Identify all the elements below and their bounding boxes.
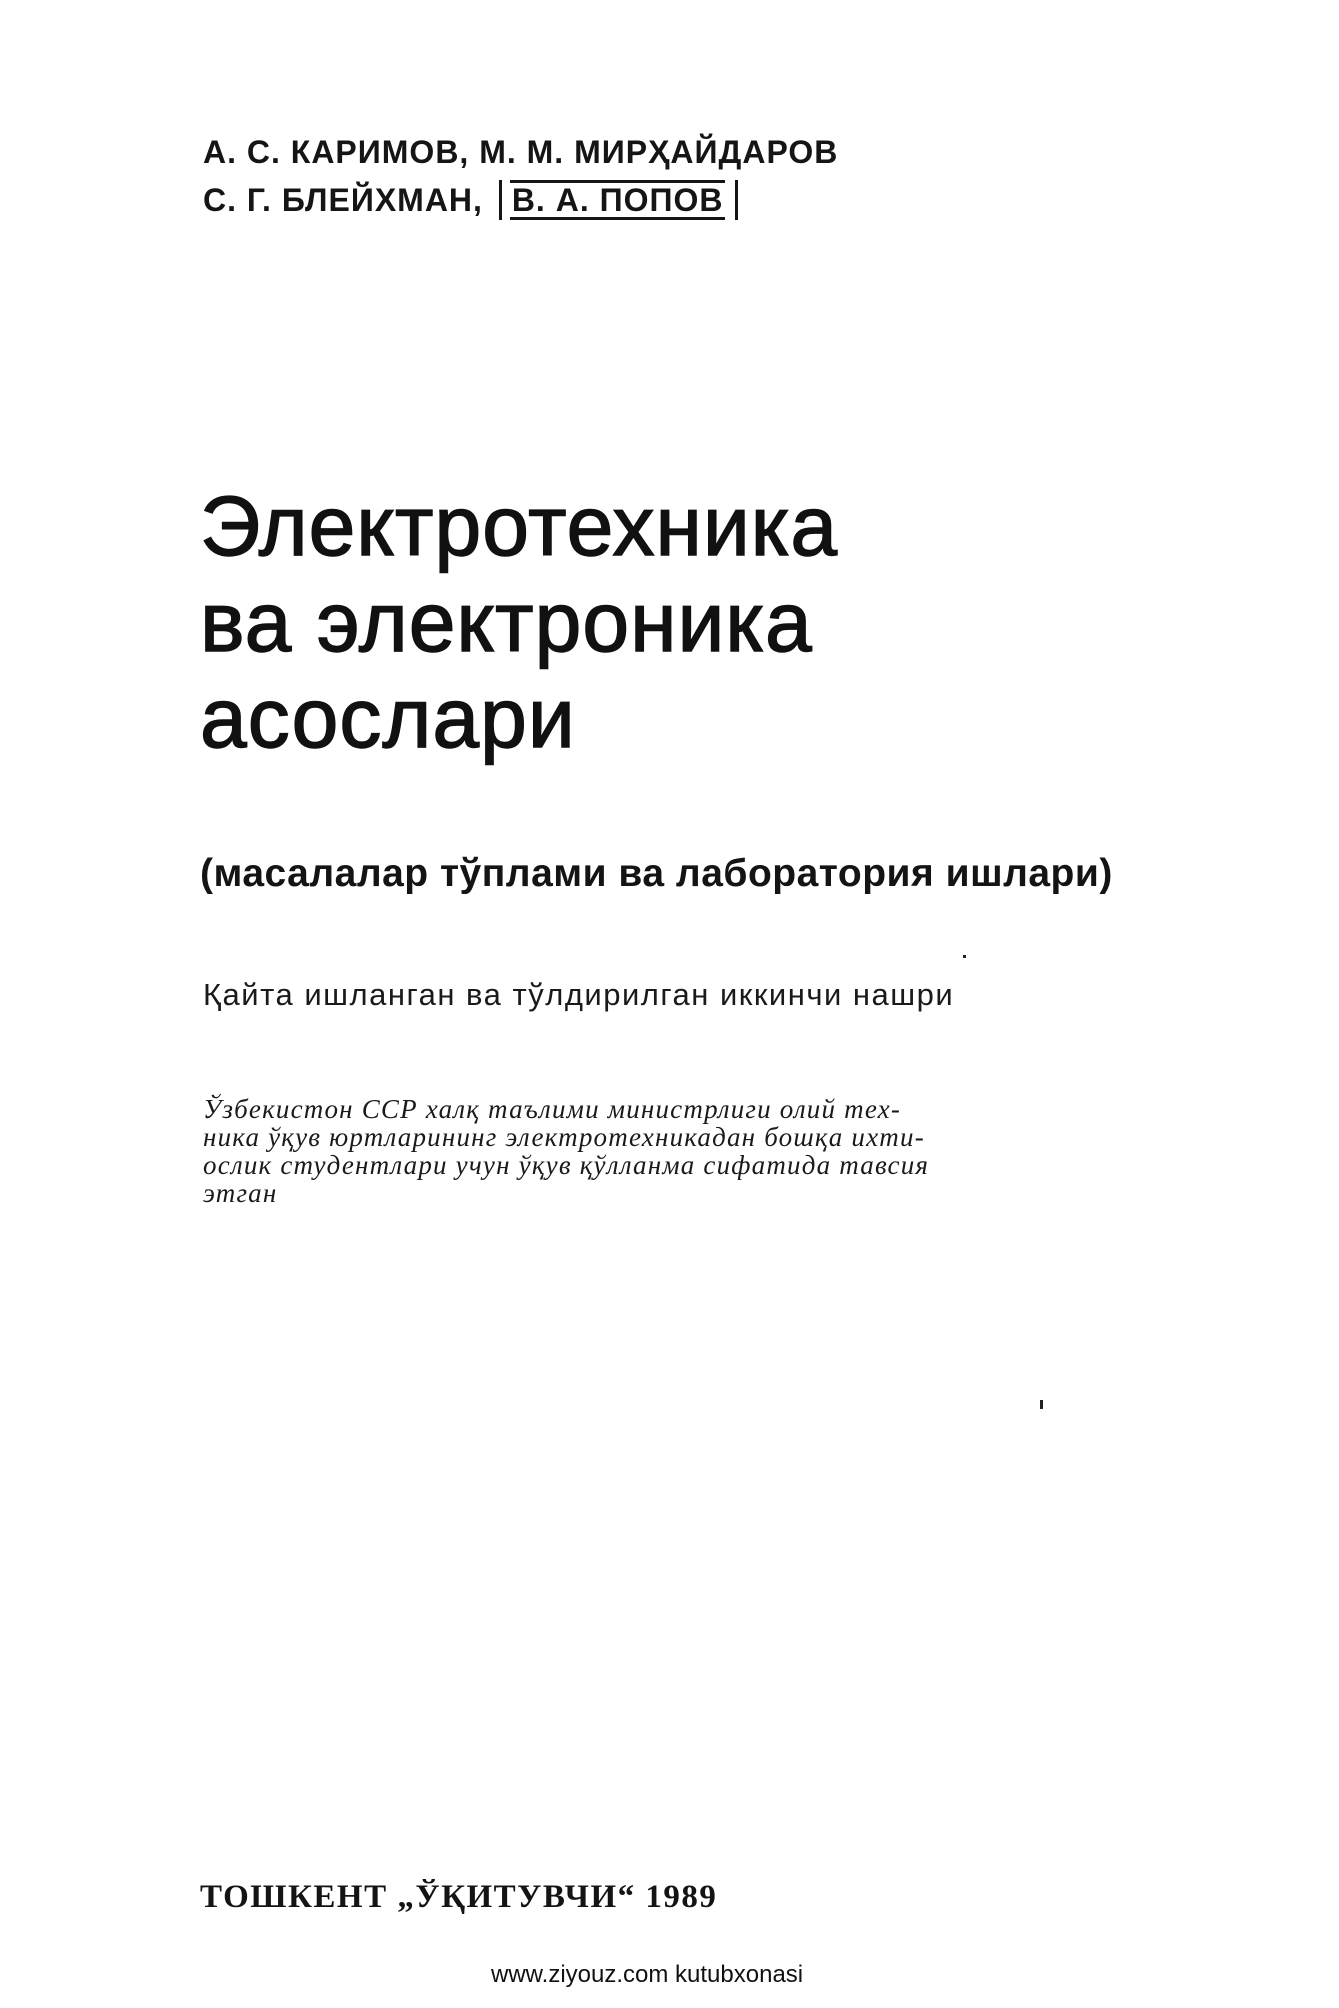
book-title: [200, 478, 838, 766]
scan-speck: [1040, 1400, 1043, 1409]
authors-block: [203, 128, 838, 224]
scan-speck: [963, 955, 966, 958]
approval-line-2: ника ўқув юртларининг электротехникадан бошқа ихти-: [203, 1122, 925, 1152]
authors-line-2: [203, 176, 838, 224]
approval-line-1: Ўзбекистон ССР халқ таълими министрлиги олий тех-: [203, 1094, 902, 1124]
book-title-line-3: асослари: [200, 671, 576, 765]
approval-line-4: этган: [203, 1178, 278, 1208]
approval-note: [203, 1095, 1083, 1207]
approval-line-3: ослик студентлари учун ўқув қўлланма сифатида тавсия: [203, 1150, 930, 1180]
deceased-author-frame: [499, 180, 739, 220]
authors-line-1: А. С. КАРИМОВ, М. М. МИРҲАЙДАРОВ: [203, 134, 839, 170]
publisher-imprint: ТОШКЕНТ „ЎҚИТУВЧИ“ 1989: [200, 1879, 718, 1915]
deceased-author-name: В. А. ПОПОВ: [511, 182, 724, 218]
book-title-line-2: ва электроника: [200, 575, 813, 669]
edition-note: Қайта ишланган ва тўлдирилган иккинчи нашри: [203, 977, 955, 1012]
book-subtitle: (масалалар тўплами ва лаборатория ишлари): [200, 852, 1113, 895]
authors-line-2-prefix: С. Г. БЛЕЙХМАН,: [203, 182, 483, 218]
website-footer: www.ziyouz.com kutubxonasi: [491, 1961, 804, 1988]
book-title-line-1: Электротехника: [200, 479, 839, 573]
